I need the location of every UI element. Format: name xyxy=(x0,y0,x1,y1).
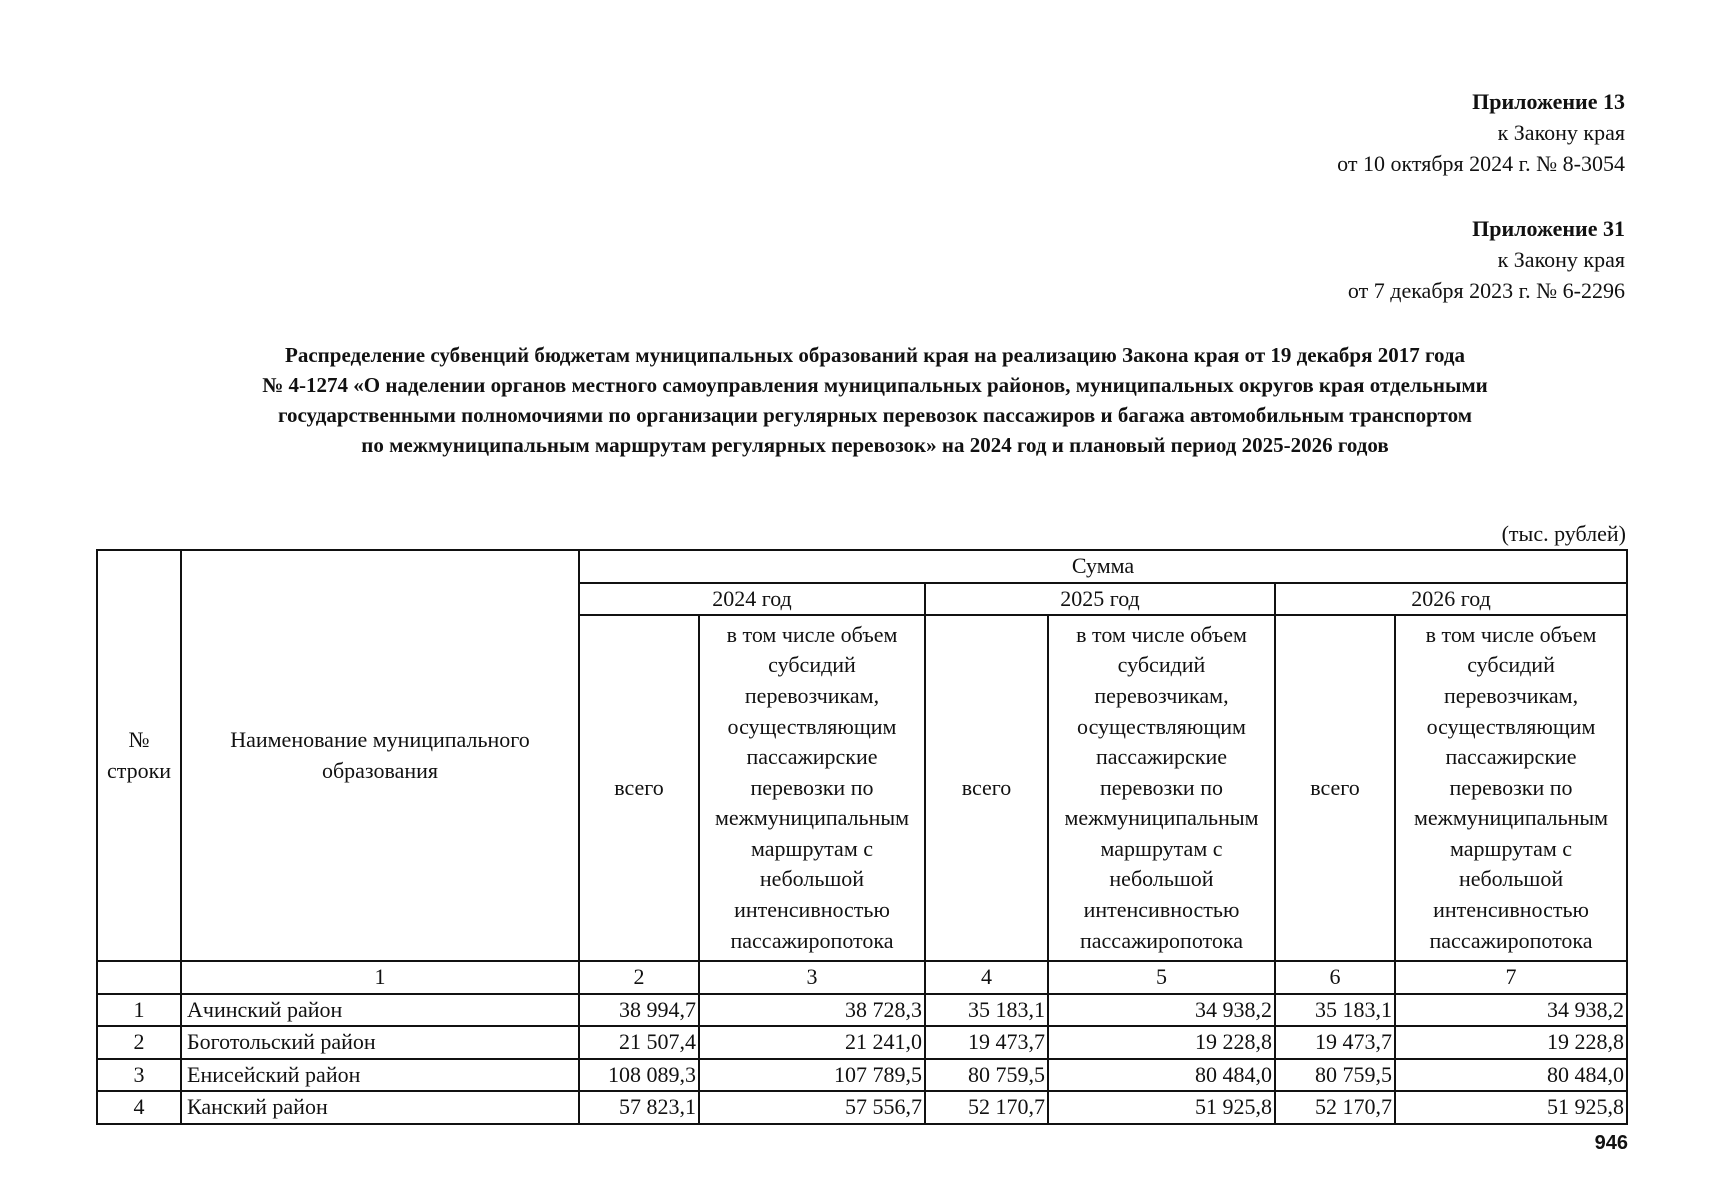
value-2025-subsidy: 80 484,0 xyxy=(1048,1059,1275,1092)
column-number: 3 xyxy=(699,961,925,994)
value-2026-subsidy: 80 484,0 xyxy=(1395,1059,1627,1092)
heading-line-4: по межмуниципальным маршрутам регулярных перевозок» на 2024 год и плановый период 2025-2026 годов xyxy=(361,433,1389,457)
header-year-2025: 2025 год xyxy=(925,583,1275,616)
heading-line-2: № 4-1274 «О наделении органов местного самоуправления муниципальных районов, муниципальных округов края отдельными xyxy=(262,373,1488,397)
column-number-empty xyxy=(97,961,181,994)
header-2026-subsidy: в том числе объем субсидий перевозчикам, осуществляющим пассажирские перевозки по межмуниципальным маршрутам с небольшой интенсивностью пассажиропотока xyxy=(1395,615,1627,961)
value-2025-total: 19 473,7 xyxy=(925,1026,1048,1059)
row-number: 2 xyxy=(97,1026,181,1059)
value-2026-total: 80 759,5 xyxy=(1275,1059,1395,1092)
value-2025-total: 80 759,5 xyxy=(925,1059,1048,1092)
municipality-name: Енисейский район xyxy=(181,1059,579,1092)
header-2025-subsidy: в том числе объем субсидий перевозчикам, осуществляющим пассажирские перевозки по межмуниципальным маршрутам с небольшой интенсивностью пассажиропотока xyxy=(1048,615,1275,961)
appendix-13-block xyxy=(1337,86,1625,179)
value-2026-total: 52 170,7 xyxy=(1275,1091,1395,1124)
value-2024-subsidy: 57 556,7 xyxy=(699,1091,925,1124)
header-row-number: № строки xyxy=(97,550,181,961)
column-number: 2 xyxy=(579,961,699,994)
heading-line-3: государственными полномочиями по организации регулярных перевозок пассажиров и багажа автомобильным транспортом xyxy=(277,403,1473,427)
value-2026-subsidy: 19 228,8 xyxy=(1395,1026,1627,1059)
table-row xyxy=(97,994,1627,1027)
value-2024-subsidy: 107 789,5 xyxy=(699,1059,925,1092)
document-heading xyxy=(100,340,1650,460)
column-number: 4 xyxy=(925,961,1048,994)
value-2025-subsidy: 34 938,2 xyxy=(1048,994,1275,1027)
row-number: 4 xyxy=(97,1091,181,1124)
header-sum: Сумма xyxy=(579,550,1627,583)
header-2024-subsidy: в том числе объем субсидий перевозчикам, осуществляющим пассажирские перевозки по межмуниципальным маршрутам с небольшой интенсивностью пассажиропотока xyxy=(699,615,925,961)
value-2024-total: 38 994,7 xyxy=(579,994,699,1027)
table-row xyxy=(97,1026,1627,1059)
value-2025-subsidy: 19 228,8 xyxy=(1048,1026,1275,1059)
subvention-table xyxy=(96,549,1628,1125)
header-year-2026: 2026 год xyxy=(1275,583,1627,616)
municipality-name: Ачинский район xyxy=(181,994,579,1027)
value-2024-total: 57 823,1 xyxy=(579,1091,699,1124)
header-2026-total: всего xyxy=(1275,615,1395,961)
column-number: 1 xyxy=(181,961,579,994)
column-number: 5 xyxy=(1048,961,1275,994)
value-2026-total: 35 183,1 xyxy=(1275,994,1395,1027)
value-2026-subsidy: 34 938,2 xyxy=(1395,994,1627,1027)
column-number: 7 xyxy=(1395,961,1627,994)
value-2024-total: 21 507,4 xyxy=(579,1026,699,1059)
column-number-row xyxy=(97,961,1627,994)
units-label: (тыс. рублей) xyxy=(1501,521,1626,546)
value-2025-total: 52 170,7 xyxy=(925,1091,1048,1124)
value-2024-subsidy: 21 241,0 xyxy=(699,1026,925,1059)
heading-line-1: Распределение субвенций бюджетам муниципальных образований края на реализацию Закона края от 19 декабря 2017 года xyxy=(285,343,1465,367)
municipality-name: Канский район xyxy=(181,1091,579,1124)
header-year-2024: 2024 год xyxy=(579,583,925,616)
table-row xyxy=(97,1091,1627,1124)
row-number: 1 xyxy=(97,994,181,1027)
value-2024-total: 108 089,3 xyxy=(579,1059,699,1092)
header-2025-total: всего xyxy=(925,615,1048,961)
appendix-31-block xyxy=(1348,213,1625,306)
header-2024-total: всего xyxy=(579,615,699,961)
column-number: 6 xyxy=(1275,961,1395,994)
value-2026-subsidy: 51 925,8 xyxy=(1395,1091,1627,1124)
appendix-31-line1: к Закону края xyxy=(1497,247,1625,272)
value-2025-subsidy: 51 925,8 xyxy=(1048,1091,1275,1124)
table-row xyxy=(97,1059,1627,1092)
value-2026-total: 19 473,7 xyxy=(1275,1026,1395,1059)
appendix-13-title: Приложение 13 xyxy=(1472,89,1625,114)
value-2024-subsidy: 38 728,3 xyxy=(699,994,925,1027)
municipality-name: Боготольский район xyxy=(181,1026,579,1059)
page-number: 946 xyxy=(1594,1132,1628,1154)
appendix-13-line2: от 10 октября 2024 г. № 8-3054 xyxy=(1337,151,1625,176)
value-2025-total: 35 183,1 xyxy=(925,994,1048,1027)
appendix-13-line1: к Закону края xyxy=(1497,120,1625,145)
appendix-31-title: Приложение 31 xyxy=(1472,216,1625,241)
header-municipality-name: Наименование муниципального образования xyxy=(181,550,579,961)
appendix-31-line2: от 7 декабря 2023 г. № 6-2296 xyxy=(1347,278,1625,303)
row-number: 3 xyxy=(97,1059,181,1092)
